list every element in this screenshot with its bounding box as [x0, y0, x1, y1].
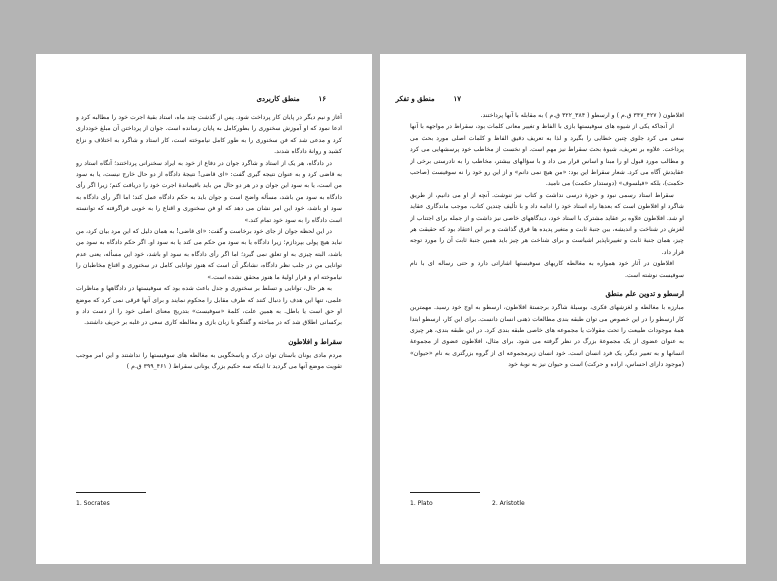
paragraph: مبارزه با مغالطه و لغزشهای فکری، بوسیلهٔ شاگرد برجستهٔ افلاطون، ارسطو به اوج خود رسید. مهمترین کار ارسطو را در این خصوص می توان طبقه بندی مطالعات ذهنی انسان دانست. برای این کار، ارسطو ابتدا همهٔ موجودات طبیعت را تحت مقولات یا مجموعه های خاصی طبقه بندی کرد. در این طبقه بندی، هر چیزی به عنوان عضوی از یک مجموعهٔ بزرگ در نظر گرفته می شود. برای مثال، افلاطون عضوی از مجموعهٔ انسانها و به تعبیر دیگر، یک فرد انسان است. خود انسان زیرمجموعه ای از گروه بزرگتری به نام «حیوان» (موجود دارای احساس، اراده و حرکت) است و حیوان نیز به نوبهٔ خود	[410, 304, 684, 369]
paragraph: سقراط استاد رسمی نبود و حوزهٔ درسی نداشت و کتاب نیز ننوشت. آنچه از او می دانیم، از طریق شاگرد او افلاطون است که بعدها راه استاد خود را ادامه داد و با تألیف چندین کتاب، موجب ماندگاری عقاید او شد. افلاطون علاوه بر عقاید مشترک با استاد خود، دیدگاههای خاصی نیز داشت و از جمله برای اجتناب از لغزش در شناخت و اندیشه، بین جنبهٔ ثابت و متغیر پدیده ها فرق گذاشت و بر این اعتقاد بود که حقیقت هر چیز، همان جنبهٔ ثابت و تغییرناپذیر اشیاست و برای شناخت هر چیز باید همین جنبهٔ ثابت آن را مورد توجه قرار داد.	[410, 191, 684, 256]
right-body-text	[410, 110, 684, 490]
paragraph: در دادگاه، هر یک از استاد و شاگرد جوان در دفاع از خود به ایراد سخنرانی پرداختند؛ آنگاه استاد رو به قاضی کرد و به عنوان نتیجه گیری گفت: «ای قاضی! نتیجهٔ دادگاه از دو حال خارج نیست، یا به سود من است، یا به سود این جوان و در هر دو حال من باید باقیماندهٔ اجرت خود را دریافت کنم؛ زیرا اگر رأی دادگاه به سود من باشد، مسأله واضح است و جوان باید به حکم دادگاه عمل کند؛ اما اگر رأی دادگاه به سود او باشد، خود این امر نشان می دهد که او فن سخنوری و اقناع را به خوبی فراگرفته که توانسته است دادگاه را به سود خود تمام کند.»	[76, 159, 342, 224]
right-page	[380, 54, 746, 564]
left-page	[36, 54, 372, 564]
page-header-right	[396, 94, 461, 103]
running-title: منطق کاربردی	[256, 94, 300, 103]
footnote: 1. Plato	[410, 500, 433, 507]
paragraph: از آنجاکه یکی از شیوه های سوفیستها بازی با الفاظ و تغییر معانی کلمات بود، سقراط در مواجهه با آنها سعی می کرد جلوی چنین خطایی را بگیرد و لذا به تعریف دقیق الفاظ و کلمات اصلی مورد بحث می پرداخت. علاوه بر تعریف، شیوهٔ بحث سقراط نیز مهم است. او نخست از مخاطب خود پرسشهایی می کرد و مطالب مورد قبول او را مبنا و اساس قرار می داد و با سؤالهای بیشتر، مخاطب را به نادرستی برخی از عقایدش آگاه می کرد. شعار سقراط این بود: «من هیچ نمی دانم» و از این رو خود را نه سوفیست (صاحب حکمت)، بلکه «فیلسوف» (دوستدار حکمت) می نامید.	[410, 123, 684, 188]
page-number: ۱۶	[318, 94, 326, 103]
paragraph: افلاطون ( ۴۲۷_۳۴۷ ق.م ) و ارسطو ( ۳۸۴_۳۲۲ ق.م ) به مقابله با آنها پرداختند.	[480, 112, 684, 119]
paragraph: مردم مادی یونان باستان توان درک و پاسخگویی به مغالطه های سوفیستها را نداشتند و این امر موجب تقویت موضع آنها می گردید تا اینکه سه حکیم بزرگ یونانی سقراط ( ۴۶۱_۳۹۹ ق.م )	[76, 351, 342, 371]
running-title: منطق و تفکر	[395, 94, 435, 103]
section-heading: سقراط و افلاطون	[288, 336, 342, 346]
footnote: 1. Socrates	[76, 500, 110, 507]
footnote-rule	[410, 492, 480, 493]
paragraph: آغاز و نیم دیگر در پایان کار پرداخت شود. پس از گذشت چند ماه، استاد بقیهٔ اجرت خود را مطالبه کرد و ادعا نمود که او آموزش سخنوری را بطورکامل به پایان رسانده است. جوان از پرداختن آن مبلغ خودداری کرد و مدعی شد که فن سخنوری را به طور کامل نیاموخته است، کار استاد و شاگرد به اختلاف و نزاع کشید و روانهٔ دادگاه شدند.	[76, 114, 342, 156]
left-body-text	[76, 112, 342, 490]
page-number: ۱۷	[453, 94, 461, 103]
paragraph: افلاطون در آثار خود همواره به مغالطه کاریهای سوفیستها اشاراتی دارد و حتی رساله ای با نام سوفیست نوشته است.	[410, 260, 684, 279]
page-header-left	[256, 94, 326, 103]
section-heading: ارسطو و تدوین علم منطق	[605, 289, 684, 299]
paragraph: به هر حال، توانایی و تسلط بر سخنوری و جدل باعث شده بود که سوفیستها در دادگاهها و مناظرات علمی، تنها این هدف را دنبال کنند که طرف مقابل را محکوم نمایند و برای آنها فرقی نمی کرد که موضع او حق است یا باطل. به همین علت، کلمهٔ «سوفیست» بتدریج معنای اصلی خود را از دست داد و برکسانی اطلاق شد که در مباحثه و گفتگو با زبان بازی و مغالطه کاری سعی در غلبه بر حریف داشتند.	[76, 285, 342, 327]
footnote: 2. Aristotle	[492, 500, 525, 507]
paragraph: در این لحظه جوان از جای خود برخاست و گفت: «ای قاضی! به همان دلیل که این مرد بیان کرد، من نباید هیچ پولی بپردازم؛ زیرا دادگاه یا به سود من حکم می کند یا به سود او. اگر حکم دادگاه به سود من باشد، البته چیزی به او تعلق نمی گیرد؛ اما اگر رأی دادگاه به سود او باشد، خود این مسأله، یعنی عدم توانایی من در جلب نظر دادگاه، نشانگر آن است که هنوز توانایی کامل در سخنوری و اقناع مخاطبان را نیاموخته ام و قرار اولیهٔ ما هنوز محقق نشده است.»	[76, 228, 342, 281]
footnote-rule	[76, 492, 146, 493]
